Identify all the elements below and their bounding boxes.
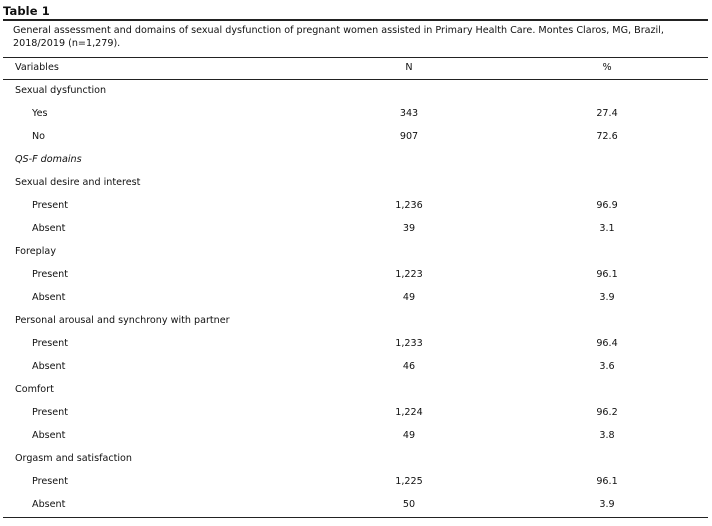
cell-percent: 96.9 [596, 200, 618, 211]
row-label: Foreplay [15, 246, 56, 257]
cell-n: 39 [402, 223, 416, 234]
cell-n: 1,223 [395, 269, 423, 280]
table-caption: General assessment and domains of sexual dysfunction of pregnant women assisted in Primary Health Care. Montes Claros, MG, Brazil, 2018/2019 (n=1,279). [13, 25, 664, 49]
row-sublabel: Present [32, 476, 68, 487]
row-sublabel: Present [32, 269, 68, 280]
cell-percent: 72.6 [596, 131, 618, 142]
table-row [3, 150, 708, 173]
table-row [3, 449, 708, 472]
cell-n: 1,224 [395, 407, 423, 418]
table-row [3, 426, 708, 449]
row-sublabel: Absent [32, 430, 66, 441]
cell-n: 46 [402, 361, 416, 372]
row-sublabel: Absent [32, 223, 66, 234]
cell-n: 1,233 [395, 338, 423, 349]
header-variables: Variables [15, 62, 59, 73]
table-row [3, 357, 708, 380]
cell-percent: 96.1 [596, 269, 618, 280]
row-label: Personal arousal and synchrony with partner [15, 315, 230, 326]
row-sublabel: Yes [32, 108, 48, 119]
row-label: Sexual dysfunction [15, 85, 107, 96]
row-sublabel: No [32, 131, 46, 142]
cell-percent: 3.8 [599, 430, 615, 441]
table-row [3, 127, 708, 150]
row-label: Sexual desire and interest [15, 177, 141, 188]
cell-percent: 96.2 [596, 407, 618, 418]
cell-n: 49 [402, 430, 416, 441]
row-label: Comfort [15, 384, 54, 395]
table-label: Table 1 [3, 4, 50, 18]
cell-n: 343 [399, 108, 419, 119]
top-rule [3, 19, 708, 21]
header-row [3, 58, 708, 81]
cell-percent: 3.1 [599, 223, 615, 234]
cell-n: 50 [402, 499, 416, 510]
cell-percent: 27.4 [596, 108, 618, 119]
bottom-rule [3, 517, 708, 518]
cell-n: 49 [402, 292, 416, 303]
header-rule [3, 79, 708, 80]
table-row [3, 242, 708, 265]
table-row [3, 219, 708, 242]
table-row [3, 104, 708, 127]
cell-percent: 3.9 [599, 292, 615, 303]
table-row [3, 380, 708, 403]
cell-n: 907 [399, 131, 419, 142]
row-label: QS-F domains [15, 154, 82, 165]
table-row [3, 196, 708, 219]
cell-percent: 3.6 [599, 361, 615, 372]
cell-n: 1,236 [395, 200, 423, 211]
cell-percent: 96.1 [596, 476, 618, 487]
cell-percent: 3.9 [599, 499, 615, 510]
table-row [3, 265, 708, 288]
table-row [3, 472, 708, 495]
row-sublabel: Present [32, 338, 68, 349]
table-row [3, 334, 708, 357]
cell-percent: 96.4 [596, 338, 618, 349]
row-sublabel: Absent [32, 361, 66, 372]
row-sublabel: Absent [32, 499, 66, 510]
table-row [3, 173, 708, 196]
header-percent: % [602, 62, 612, 73]
table-row [3, 495, 708, 518]
table-row [3, 311, 708, 334]
row-sublabel: Absent [32, 292, 66, 303]
table-row [3, 288, 708, 311]
row-sublabel: Present [32, 407, 68, 418]
row-sublabel: Present [32, 200, 68, 211]
cell-n: 1,225 [395, 476, 423, 487]
row-label: Orgasm and satisfaction [15, 453, 132, 464]
table-row [3, 81, 708, 104]
table-row [3, 403, 708, 426]
header-n: N [405, 62, 413, 73]
